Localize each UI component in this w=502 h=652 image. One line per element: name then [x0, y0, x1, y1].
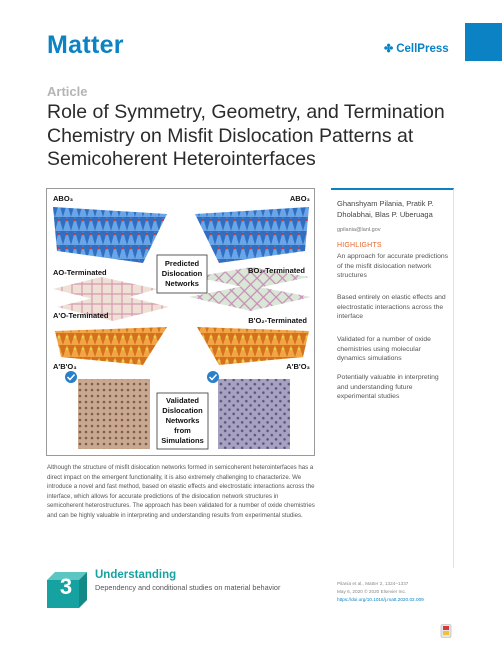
- corresponding-email[interactable]: gpilania@lanl.gov: [337, 227, 381, 233]
- label-a-o-terminated: A'O-Terminated: [53, 311, 109, 320]
- simulation-tile-right: [218, 379, 290, 449]
- highlight-item: Validated for a number of oxide chemistries using molecular dynamics simulations: [337, 336, 431, 363]
- highlight-item: An approach for accurate predictions of the misfit dislocation network structures: [337, 253, 449, 280]
- label-abo3-left: ABO₃: [53, 194, 74, 203]
- abo3-prime-crystal-left: [55, 327, 167, 365]
- authors-line-1: Ghanshyam Pilania, Pratik P.: [337, 199, 434, 208]
- label-abo3-right: ABO₃: [289, 194, 310, 203]
- validated-line-4: from: [174, 426, 191, 435]
- understanding-level-number: 3: [59, 574, 73, 599]
- highlight-item: Potentially valuable in interpreting and understanding future experimental studies: [337, 374, 439, 401]
- check-icon-right: [207, 371, 219, 383]
- simulation-tile-left: [78, 379, 150, 449]
- understanding-title: Understanding: [95, 569, 177, 581]
- abstract: Although the structure of misfit dislocation networks formed in semicoherent heterointerfaces has a direct impact on the emergent functionality, it is also extremely challenging to characterize. We introduce a novel and fast method, based on elastic effects and electrostatic interactions across the interface, which allows for accurate predictions of the dislocation network structures in semicoherent heterostructures. The approach has been validated for a number of oxide chemistries and can be highly valuable in interpreting and understanding results from experimental studies.: [47, 464, 315, 519]
- graphical-abstract-svg: [47, 189, 315, 456]
- publisher-logo[interactable]: [384, 42, 449, 55]
- abo3-prime-crystal-right: [197, 327, 309, 365]
- citation: [337, 580, 467, 605]
- article-title: Role of Symmetry, Geometry, and Termination Chemistry on Misfit Dislocation Patterns at Semicoherent Heterointerfaces: [47, 101, 445, 170]
- graphical-abstract: [46, 188, 315, 456]
- citation-line-2: May 6, 2020 © 2020 Elsevier Inc.: [337, 589, 407, 595]
- highlight-item: Based entirely on elastic effects and electrostatic interactions across the interface: [337, 294, 446, 321]
- corner-tab: [465, 23, 502, 61]
- validated-line-1: Validated: [166, 396, 199, 405]
- sidebar: [331, 188, 454, 568]
- predicted-line-2: Dislocation: [161, 269, 203, 278]
- cellpress-icon: ✤: [384, 43, 394, 55]
- label-ao-terminated: AO-Terminated: [53, 268, 107, 277]
- validated-line-3: Networks: [165, 416, 200, 425]
- validated-line-2: Dislocation: [162, 406, 203, 415]
- check-for-updates-icon[interactable]: [440, 624, 452, 638]
- predicted-line-1: Predicted: [164, 259, 200, 268]
- highlights-heading: HIGHLIGHTS: [337, 242, 382, 249]
- doi-link[interactable]: https://doi.org/10.1016/j.matt.2020.02.009: [337, 597, 424, 603]
- publisher-name: CellPress: [396, 42, 449, 55]
- label-b-o2-terminated: B'O₂-Terminated: [248, 316, 307, 325]
- label-abo3-prime-right: A'B'O₃: [286, 362, 310, 371]
- label-bo2-terminated: BO₂-Terminated: [248, 266, 305, 275]
- validated-line-5: Simulations: [161, 436, 204, 445]
- predicted-line-3: Networks: [165, 279, 199, 288]
- abo3-crystal-right: [195, 207, 309, 263]
- article-type: Article: [47, 84, 88, 99]
- label-abo3-prime-left: A'B'O₃: [53, 362, 77, 371]
- journal-title: Matter: [47, 31, 124, 59]
- understanding-description: Dependency and conditional studies on material behavior: [95, 583, 281, 592]
- check-icon-left: [65, 371, 77, 383]
- authors: [337, 198, 452, 220]
- citation-line-1: Pilania et al., Matter 2, 1324–1337: [337, 581, 409, 586]
- authors-line-2: Dholabhai, Blas P. Uberuaga: [337, 210, 433, 219]
- abo3-crystal-left: [53, 207, 167, 263]
